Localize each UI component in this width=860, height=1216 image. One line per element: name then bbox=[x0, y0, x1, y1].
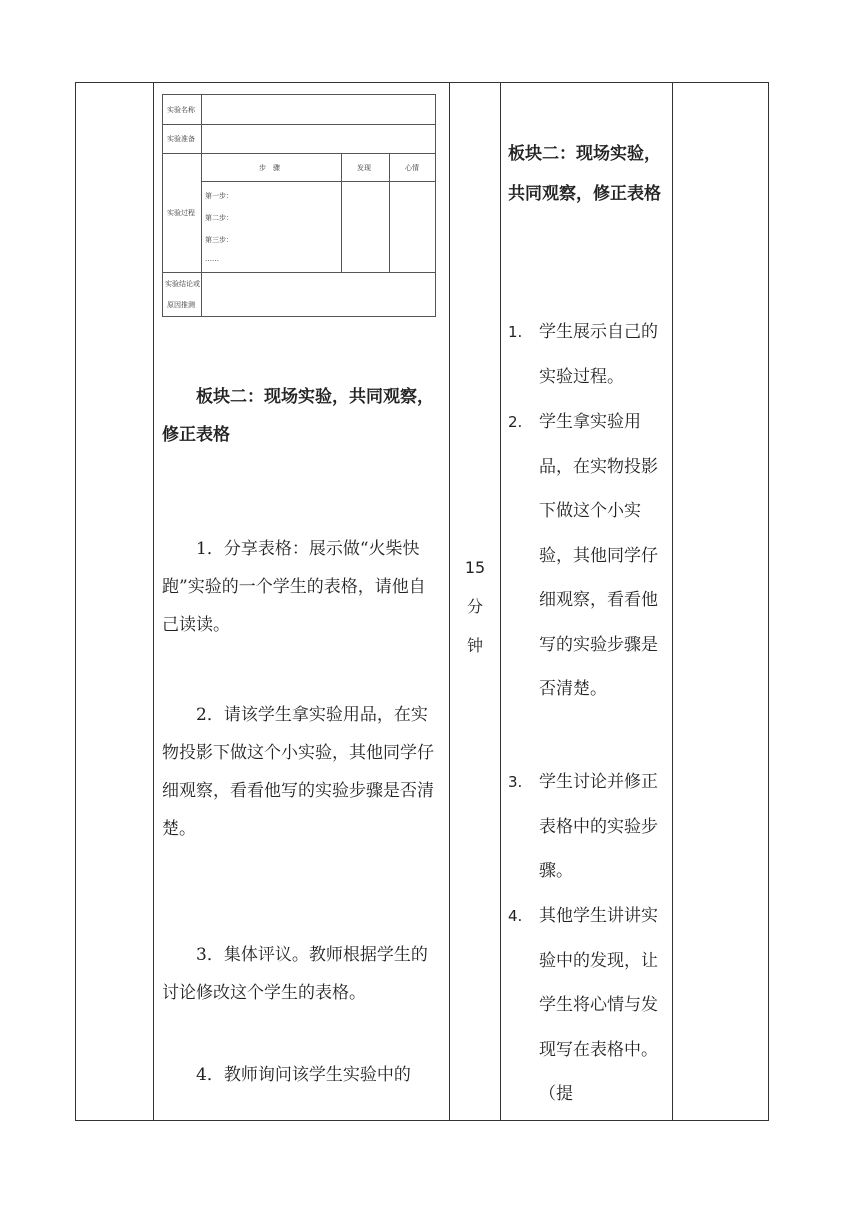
record-label-name: 实验名称 bbox=[167, 106, 195, 114]
record-step: 第三步： bbox=[205, 236, 233, 244]
record-col-line bbox=[341, 153, 342, 272]
record-col-mood: 心情 bbox=[405, 164, 419, 172]
list-number: 2. bbox=[508, 413, 523, 431]
record-step: 第一步： bbox=[205, 192, 233, 200]
list-number: 4. bbox=[508, 907, 523, 925]
section-heading: 板块二：现场实验，共同观察，修正表格 bbox=[162, 387, 434, 445]
record-label-conclusion: 原因推测 bbox=[167, 301, 195, 309]
record-label-conclusion: 实验结论或 bbox=[165, 280, 200, 288]
time-unit: 分 bbox=[466, 597, 483, 616]
list-text: 学生讨论并修正表格中的实验步骤。 bbox=[539, 772, 658, 881]
column-divider bbox=[153, 83, 154, 1120]
record-step: …… bbox=[205, 255, 219, 263]
time-unit: 钟 bbox=[466, 636, 483, 655]
teacher-step-4: 4．教师询问该学生实验中的 bbox=[196, 1065, 411, 1085]
column-divider bbox=[672, 83, 673, 1120]
record-col-line bbox=[389, 153, 390, 272]
teacher-step-1: 1．分享表格：展示做“火柴快跑”实验的一个学生的表格，请他自己读读。 bbox=[162, 539, 426, 635]
list-number: 3. bbox=[508, 773, 523, 791]
student-section-heading: 板块二：现场实验，共同观察，修正表格 bbox=[508, 144, 661, 204]
record-row-line bbox=[163, 153, 435, 154]
teacher-step-2: 2．请该学生拿实验用品，在实物投影下做这个小实验，其他同学仔细观察，看看他写的实验步骤是否清楚。 bbox=[162, 705, 434, 839]
record-label-prep: 实验准备 bbox=[167, 135, 195, 143]
teacher-step-3: 3．集体评议。教师根据学生的讨论修改这个学生的表格。 bbox=[162, 945, 428, 1003]
list-number: 1. bbox=[508, 323, 523, 341]
record-row-line bbox=[163, 272, 435, 273]
record-col-line bbox=[201, 95, 202, 316]
list-text: 其他学生讲讲实验中的发现，让学生将心情与发现写在表格中。（提 bbox=[539, 906, 658, 1104]
record-step: 第二步： bbox=[205, 214, 233, 222]
time-minutes: 15 bbox=[464, 558, 486, 577]
column-divider bbox=[449, 83, 450, 1120]
column-divider bbox=[500, 83, 501, 1120]
record-label-process: 实验过程 bbox=[167, 209, 195, 217]
list-text: 学生拿实验用品，在实物投影下做这个小实验，其他同学仔细观察，看看他写的实验步骤是否清楚。 bbox=[539, 412, 658, 699]
record-row-line bbox=[163, 124, 435, 125]
record-row-line bbox=[201, 181, 435, 182]
experiment-record-table bbox=[162, 94, 436, 317]
record-col-findings: 发现 bbox=[357, 164, 371, 172]
record-col-steps: 步 骤 bbox=[259, 164, 280, 172]
list-text: 学生展示自己的实验过程。 bbox=[539, 322, 658, 387]
time-allocation bbox=[452, 548, 498, 665]
